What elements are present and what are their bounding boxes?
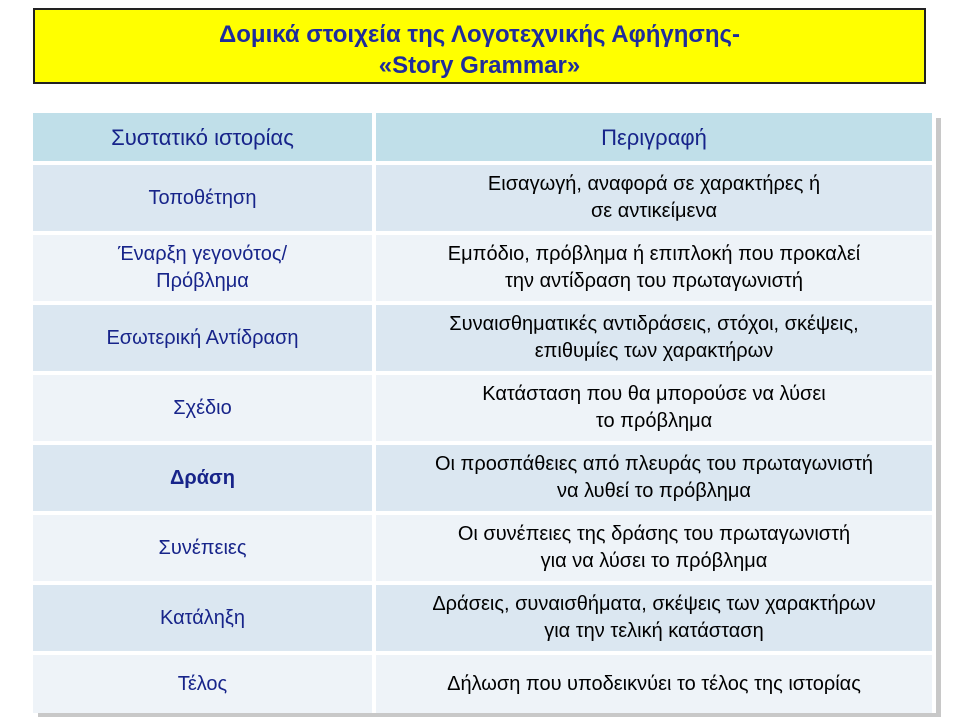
- component-cell: Σχέδιο: [33, 375, 372, 441]
- title-line-2: «Story Grammar»: [378, 52, 581, 79]
- component-cell: Συνέπειες: [33, 515, 372, 581]
- description-cell: [376, 585, 932, 651]
- description-line: για την τελική κατάσταση: [544, 620, 764, 642]
- table-shadow-bottom: [38, 713, 941, 717]
- description-line: για να λύσει το πρόβλημα: [540, 550, 768, 572]
- description-line: σε αντικείμενα: [590, 200, 718, 222]
- component-line: Έναρξη γεγονότος/: [117, 243, 288, 265]
- description-line: Συναισθηματικές αντιδράσεις, στόχοι, σκέψεις,: [449, 313, 859, 335]
- description-line: επιθυμίες των χαρακτήρων: [534, 340, 774, 362]
- component-cell: Εσωτερική Αντίδραση: [33, 305, 372, 371]
- description-cell: [376, 515, 932, 581]
- description-line: Οι προσπάθειες από πλευράς του πρωταγωνιστή: [434, 453, 874, 475]
- title-line-1: Δομικά στοιχεία της Λογοτεχνικής Αφήγησης-: [219, 21, 740, 48]
- description-cell: [376, 305, 932, 371]
- table-row: [33, 165, 932, 231]
- table-row: [33, 445, 932, 511]
- description-line: Δράσεις, συναισθήματα, σκέψεις των χαρακτήρων: [432, 593, 876, 615]
- component-cell: Δράση: [33, 445, 372, 511]
- component-cell: [33, 235, 372, 301]
- description-cell: [376, 445, 932, 511]
- description-cell: [376, 235, 932, 301]
- description-cell: [376, 165, 932, 231]
- component-cell: Τοποθέτηση: [33, 165, 372, 231]
- table-shadow-right: [936, 118, 941, 716]
- table-header-row: [33, 113, 932, 161]
- component-cell: Κατάληξη: [33, 585, 372, 651]
- table-row: [33, 375, 932, 441]
- component-cell: Τέλος: [33, 655, 372, 713]
- table-row: [33, 585, 932, 651]
- story-grammar-table: [33, 113, 932, 713]
- component-line: Πρόβλημα: [156, 270, 249, 292]
- description-line: Κατάσταση που θα μπορούσε να λύσει: [482, 383, 826, 405]
- description-line: Εισαγωγή, αναφορά σε χαρακτήρες ή: [487, 173, 821, 195]
- header-description: Περιγραφή: [376, 113, 932, 161]
- description-cell: Δήλωση που υποδεικνύει το τέλος της ιστορίας: [376, 655, 932, 713]
- description-line: το πρόβλημα: [595, 410, 713, 432]
- table-row: [33, 235, 932, 301]
- title-banner: [33, 8, 926, 84]
- description-line: Οι συνέπειες της δράσης του πρωταγωνιστή: [457, 523, 851, 545]
- table-row: [33, 515, 932, 581]
- description-line: Εμπόδιο, πρόβλημα ή επιπλοκή που προκαλεί: [447, 243, 861, 265]
- description-cell: [376, 375, 932, 441]
- table-row: [33, 305, 932, 371]
- description-line: να λυθεί το πρόβλημα: [557, 480, 751, 502]
- description-line: την αντίδραση του πρωταγωνιστή: [505, 270, 803, 292]
- header-component: Συστατικό ιστορίας: [33, 113, 372, 161]
- table-row: [33, 655, 932, 713]
